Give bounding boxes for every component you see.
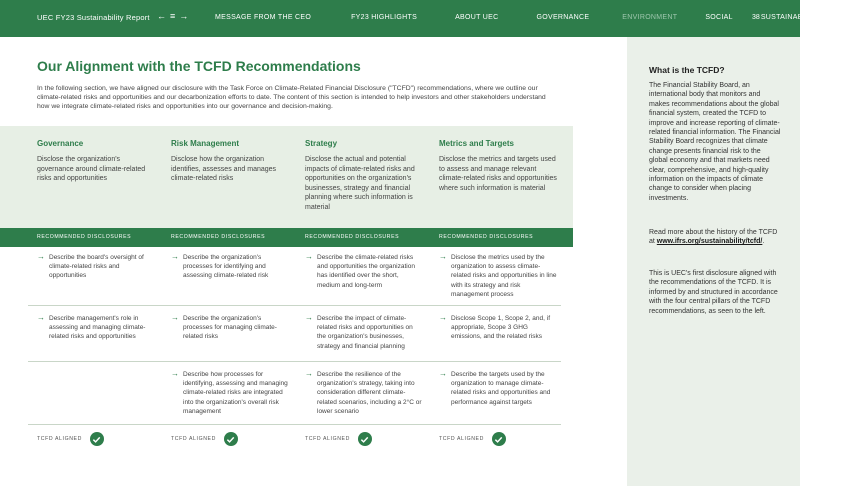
page-number: 38 [752,14,760,21]
prev-page-icon[interactable]: ← [157,11,167,21]
tcfd-sidebar [627,37,800,486]
pillar-title: Metrics and Targets [439,139,514,148]
top-nav-bar [0,0,842,37]
arrow-right-icon: → [37,252,45,261]
pillar-governance [37,139,155,184]
aligned-label: TCFD ALIGNED [439,436,484,442]
tcfd-aligned [37,432,104,446]
disclosure-item [439,253,557,299]
sidebar-paragraph [649,228,781,247]
disclosure-item [171,253,289,281]
disclosure-text: Describe the climate-related risks and opportunities the organization has identified over the short, medium and long-term [317,254,415,289]
sidebar-text: . [762,238,765,246]
arrow-right-icon: → [439,313,447,322]
sidebar-text: Read more about the history of the TCFD at [649,229,778,246]
pillar-risk-management [171,139,289,184]
disclosure-item [305,314,423,351]
menu-icon[interactable]: ≡ [170,11,177,21]
pillar-title: Governance [37,139,84,148]
page-title: Our Alignment with the TCFD Recommendations [37,58,361,74]
pillar-metrics-targets [439,139,557,193]
disclosure-text: Describe the resilience of the organization's strategy, taking into consideration different climate-related scenarios, including a 2°C or lower scenario [317,371,422,415]
arrow-right-icon: → [305,252,313,261]
sidebar-heading: What is the TCFD? [649,65,725,75]
disclosure-item [171,314,289,342]
check-circle-icon [224,432,238,446]
disclosure-text: Describe how processes for identifying, assessing and managing climate-related risks are integrated into the organization's overall risk management [183,371,288,415]
pillar-description: Disclose the metrics and targets used to assess and manage relevant climate-related risks and opportunities where such information is material [439,156,557,192]
recommended-disclosures-bar [0,228,573,247]
pillar-band [0,126,573,228]
row-divider [28,424,561,425]
tcfd-aligned [305,432,372,446]
disclosure-item [37,253,155,281]
pillar-description: Disclose the actual and potential impacts of climate-related risks and opportunities on the organization's businesses, strategy and financial planning where such information is material [305,156,415,211]
nav-item-sustainability-data[interactable]: SUSTAINABILITY DATA [760,14,842,21]
section-nav [215,14,842,21]
disclosure-text: Describe the targets used by the organization to manage climate-related risks and opportunities and performance against targets [451,371,551,406]
disclosure-item [37,314,155,342]
arrow-right-icon: → [439,252,447,261]
disclosure-text: Describe the organization's processes for identifying and assessing climate-related risk [183,254,269,280]
row-divider [28,305,561,306]
disclosure-text: Disclose Scope 1, Scope 2, and, if appropriate, Scope 3 GHG emissions, and the related risks [451,315,551,341]
row-divider [28,361,561,362]
tcfd-aligned [171,432,238,446]
arrow-right-icon: → [171,369,179,378]
recommended-label: RECOMMENDED DISCLOSURES [305,234,400,240]
check-circle-icon [90,432,104,446]
arrow-right-icon: → [37,313,45,322]
report-title: UEC FY23 Sustainability Report [37,13,150,22]
disclosure-item [439,370,557,407]
disclosure-item [305,253,423,290]
disclosure-item [305,370,423,416]
aligned-label: TCFD ALIGNED [37,436,82,442]
intro-paragraph: In the following section, we have aligned our disclosure with the Task Force on Climate-Related Financial Disclosure ("TCFD") recommendations, where we outline our climate-related risks and opportunities and our decarbonization efforts to date. The content of this section is intended to help investors and other stakeholders understand how we integrate climate-related risks and opportunities into our governance and decision-making. [37,85,546,111]
nav-controls [157,11,189,21]
nav-item-ceo-message[interactable]: MESSAGE FROM THE CEO [215,14,312,21]
disclosure-text: Describe the organization's processes for managing climate-related risks [183,315,277,341]
disclosure-text: Describe the impact of climate-related risks and opportunities on the organization's businesses, strategy and financial planning [317,315,413,350]
nav-item-highlights[interactable]: FY23 HIGHLIGHTS [351,14,418,21]
pillar-title: Risk Management [171,139,240,148]
arrow-right-icon: → [305,313,313,322]
pillar-title: Strategy [305,139,338,148]
aligned-label: TCFD ALIGNED [305,436,350,442]
arrow-right-icon: → [171,252,179,261]
check-circle-icon [492,432,506,446]
arrow-right-icon: → [439,369,447,378]
sidebar-paragraph: This is UEC's first disclosure aligned with the recommendations of the TCFD. It is informed by and structured in accordance with the four central pillars of the TCFD recommendations, as seen to the left. [649,270,778,315]
recommended-label: RECOMMENDED DISCLOSURES [439,234,534,240]
sidebar-paragraph: The Financial Stability Board, an international body that monitors and makes recommendations about the global financial system, created the TCFD to improve and increase reporting of climate-related financial information. The Financial Stability Board recognizes that climate change presents financial risk to the global economy and that markets need clear, comprehensive, and high-quality information on the impacts of climate change to consider when placing investments. [649,82,781,202]
recommended-label: RECOMMENDED DISCLOSURES [171,234,266,240]
pillar-description: Disclose how the organization identifies, assesses and manages climate-related risks [171,156,277,182]
tcfd-aligned [439,432,506,446]
nav-item-social[interactable]: SOCIAL [705,14,733,21]
pillar-description: Disclose the organization's governance around climate-related risks and opportunities [37,156,146,182]
disclosure-text: Disclose the metrics used by the organization to assess climate-related risks and opportunities in line with its strategy and risk management process [451,254,557,298]
disclosure-text: Describe the board's oversight of climate-related risks and opportunities [49,254,144,280]
aligned-label: TCFD ALIGNED [171,436,216,442]
next-page-icon[interactable]: → [179,11,190,21]
recommended-label: RECOMMENDED DISCLOSURES [37,234,132,240]
nav-item-governance[interactable]: GOVERNANCE [536,14,590,21]
tcfd-link[interactable]: www.ifrs.org/sustainability/tcfd/ [656,238,763,246]
pillar-strategy [305,139,423,212]
nav-item-about[interactable]: ABOUT UEC [455,14,499,21]
arrow-right-icon: → [305,369,313,378]
disclosure-text: Describe management's role in assessing and managing climate-related risks and opportunities [49,315,146,341]
check-circle-icon [358,432,372,446]
nav-item-environment[interactable]: ENVIRONMENT [622,14,678,21]
disclosure-item [439,314,557,342]
arrow-right-icon: → [171,313,179,322]
disclosure-item [171,370,289,416]
